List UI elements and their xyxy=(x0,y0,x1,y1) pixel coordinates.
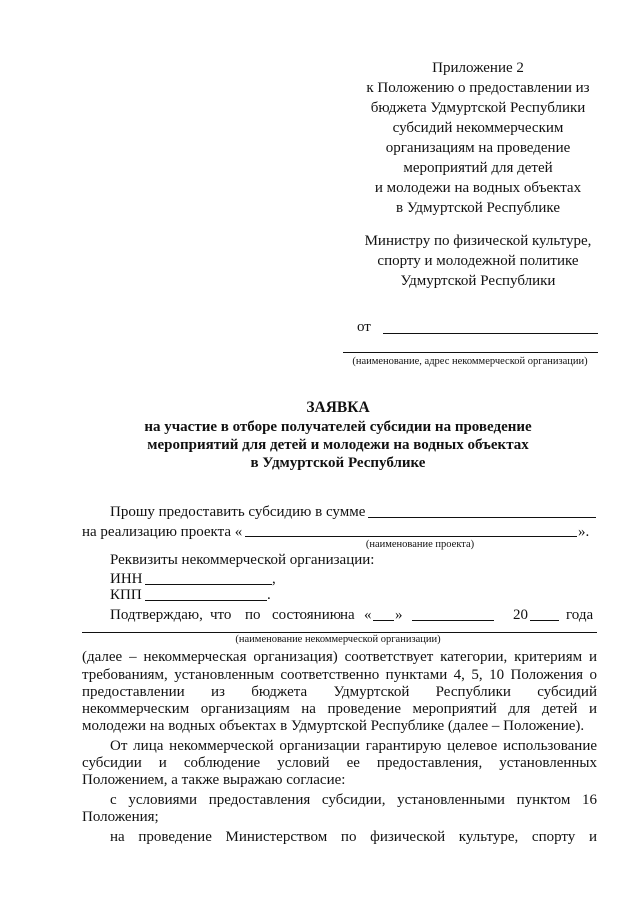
appendix-line: мероприятий для детей xyxy=(403,160,553,176)
year-label: года xyxy=(566,607,594,623)
amount-field-line[interactable] xyxy=(368,517,596,518)
kpp-tail: . xyxy=(267,587,271,603)
confirm-word: на xyxy=(340,607,355,623)
appendix-line: Приложение 2 xyxy=(432,60,524,76)
body-line: требованиям, установленным соответственно пунктами 4, 5, 10 Положения о xyxy=(82,667,597,683)
title-subtitle-line: на участие в отборе получателей субсидии на проведение xyxy=(144,419,532,435)
body-line: Положения; xyxy=(82,809,159,825)
title-subtitle-line: мероприятий для детей и молодежи на водных объектах xyxy=(147,437,529,453)
body-line: с условиями предоставления субсидии, установленными пунктом 16 xyxy=(110,792,597,808)
project-field-line[interactable] xyxy=(245,536,577,537)
appendix-line: и молодежи на водных объектах xyxy=(374,180,582,196)
from-label: от xyxy=(357,319,371,335)
year-field-line[interactable] xyxy=(530,620,559,621)
title-subtitle-line: в Удмуртской Республике xyxy=(250,455,426,471)
confirm-word: что xyxy=(210,607,232,623)
body-line: предоставлении из бюджета Удмуртской Республики субсидий xyxy=(82,684,597,700)
inn-tail: , xyxy=(272,571,276,587)
project-end: ». xyxy=(578,524,590,540)
inn-label: ИНН xyxy=(110,571,143,587)
project-caption: (наименование проекта) xyxy=(365,539,475,550)
confirm-word: Подтверждаю, xyxy=(110,607,203,623)
day-field-line[interactable] xyxy=(373,620,394,621)
body-line: От лица некоммерческой организации гарантирую целевое использование xyxy=(110,738,597,754)
addressee-line: Министру по физической культуре, xyxy=(364,233,592,249)
body-line: (далее – некоммерческая организация) соответствует категории, критериям и xyxy=(82,649,597,665)
appendix-line: организациям на проведение xyxy=(385,140,571,156)
date-close: » xyxy=(395,607,403,623)
from-caption: (наименование, адрес некоммерческой организации) xyxy=(352,356,588,367)
body-line: субсидии и соблюдение условий ее предоставления, установленных xyxy=(82,755,597,771)
body-line: на проведение Министерством по физической культуре, спорту и xyxy=(110,829,597,845)
confirm-word: состоянию xyxy=(272,607,341,623)
inn-field-line[interactable] xyxy=(145,584,272,585)
title-heading: ЗАЯВКА xyxy=(306,399,370,416)
confirm-word: по xyxy=(245,607,261,623)
year-prefix: 20 xyxy=(513,607,528,623)
from-field-line-2[interactable] xyxy=(343,352,598,353)
addressee-line: Удмуртской Республики xyxy=(400,273,556,289)
kpp-label: КПП xyxy=(110,587,142,603)
addressee-line: спорту и молодежной политике xyxy=(377,253,579,269)
kpp-field-line[interactable] xyxy=(145,600,267,601)
request-text: Прошу предоставить субсидию в сумме xyxy=(110,504,366,520)
body-line: некоммерческим организациям на проведение мероприятий для детей и xyxy=(82,701,597,717)
body-line: молодежи на водных объектах в Удмуртской Республике (далее – Положение). xyxy=(82,718,585,734)
org-name-field-line[interactable] xyxy=(82,632,597,633)
project-text: на реализацию проекта « xyxy=(82,524,243,540)
org-caption: (наименование некоммерческой организации) xyxy=(235,634,441,645)
date-open: « xyxy=(364,607,372,623)
from-field-line[interactable] xyxy=(383,333,598,334)
body-line: Положением, а также выражаю согласие: xyxy=(82,772,346,788)
appendix-line: в Удмуртской Республике xyxy=(396,200,560,216)
appendix-line: к Положению о предоставлении из xyxy=(366,80,590,96)
requisites-label: Реквизиты некоммерческой организации: xyxy=(110,552,375,568)
month-field-line[interactable] xyxy=(412,620,494,621)
appendix-line: субсидий некоммерческим xyxy=(392,120,564,136)
appendix-line: бюджета Удмуртской Республики xyxy=(370,100,586,116)
